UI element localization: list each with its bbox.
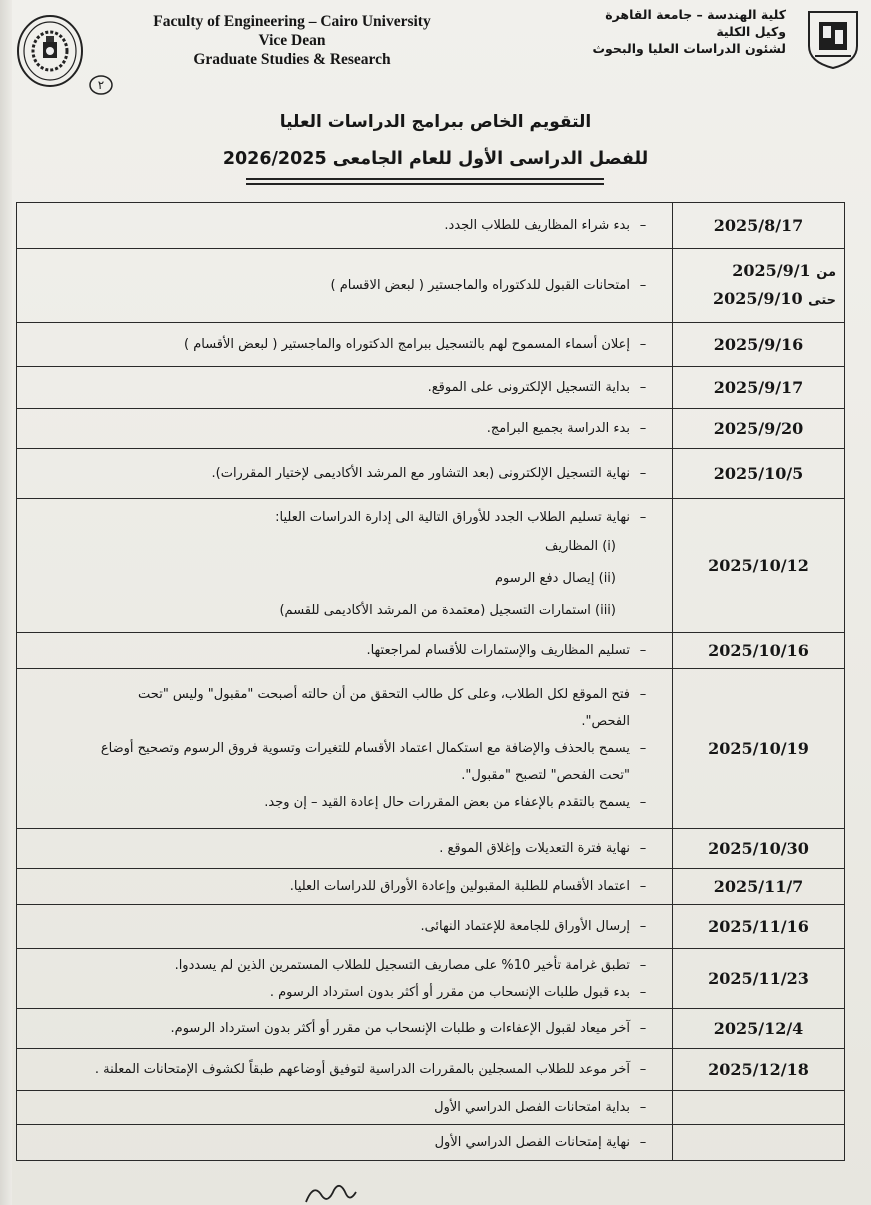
event-line — [27, 1056, 656, 1083]
table-row — [17, 633, 845, 669]
bullet-dash: – — [639, 421, 647, 436]
subtitle-underline — [246, 178, 604, 180]
faculty-of-engineering-logo-icon — [805, 6, 861, 70]
event-date-cell — [673, 633, 845, 669]
event-date: 2025/12/18 — [708, 1059, 809, 1079]
event-date-cell — [673, 203, 845, 249]
event-description-cell — [17, 1009, 673, 1049]
bullet-dash: – — [639, 1100, 647, 1115]
event-text: نهاية تسليم الطلاب الجدد للأوراق التالية الى إدارة الدراسات العليا: — [275, 510, 630, 525]
subtitle-underline-2 — [246, 183, 604, 185]
event-description-cell — [17, 1125, 673, 1161]
event-date-cell — [673, 949, 845, 1009]
event-sub-item: (iii) استمارات التسجيل (معتمدة من المرشد الأكاديمى للقسم) — [279, 603, 616, 618]
event-line — [27, 504, 656, 531]
event-text: نهاية إمتحانات الفصل الدراسي الأول — [434, 1135, 630, 1150]
event-line — [27, 708, 656, 735]
date-from-value: 2025/9/1 — [732, 260, 811, 280]
event-line — [27, 1129, 656, 1156]
bullet-dash: – — [639, 510, 647, 525]
event-line — [27, 1094, 656, 1121]
event-description-cell — [17, 1091, 673, 1125]
date-from-label: من — [816, 264, 836, 280]
event-line — [27, 681, 656, 708]
event-line — [27, 913, 656, 940]
event-text: الفحص". — [581, 714, 630, 729]
event-date: 2025/11/7 — [713, 876, 804, 896]
event-date-cell — [673, 1049, 845, 1091]
bullet-dash: – — [639, 1062, 647, 1077]
event-date-cell — [673, 829, 845, 869]
bullet-dash: – — [639, 337, 647, 352]
event-date: 2025/11/16 — [708, 916, 809, 936]
event-description-cell — [17, 499, 673, 633]
header-arabic-graduate-line: لشئون الدراسات العليا والبحوث — [592, 41, 786, 56]
table-row — [17, 1009, 845, 1049]
event-date: 2025/11/23 — [708, 968, 809, 988]
event-description-cell — [17, 449, 673, 499]
table-row — [17, 249, 845, 323]
bullet-dash: – — [639, 919, 647, 934]
event-sub-item: (i) المظاريف — [545, 539, 616, 554]
date-to — [673, 286, 844, 314]
header-faculty-line: Faculty of Engineering – Cairo University — [153, 13, 431, 30]
event-date: 2025/9/16 — [713, 334, 804, 354]
table-row — [17, 869, 845, 905]
page-edge-shadow — [0, 0, 12, 1205]
page-number: ٢ — [97, 78, 105, 92]
table-row — [17, 905, 845, 949]
bullet-dash: – — [639, 984, 647, 1000]
event-text: اعتماد الأقسام للطلبة المقبولين وإعادة الأوراق للدراسات العليا. — [289, 879, 630, 894]
event-line — [27, 735, 656, 762]
event-date-cell — [673, 669, 845, 829]
event-date-cell — [673, 409, 845, 449]
table-row — [17, 323, 845, 367]
bullet-dash: – — [639, 795, 647, 810]
event-line — [27, 637, 656, 664]
event-text: نهاية التسجيل الإلكترونى (بعد التشاور مع المرشد الأكاديمى لإختيار المقررات). — [211, 466, 630, 481]
event-date-cell — [673, 323, 845, 367]
date-from — [673, 258, 844, 286]
bullet-dash: – — [639, 380, 647, 395]
event-text: امتحانات القبول للدكتوراه والماجستير ( لبعض الاقسام ) — [330, 278, 630, 293]
table-row — [17, 409, 845, 449]
bullet-dash: – — [639, 278, 647, 293]
bullet-dash: – — [639, 957, 647, 973]
event-text: إرسال الأوراق للجامعة للإعتماد النهائى. — [420, 919, 630, 934]
event-text: نهاية فترة التعديلات وإغلاق الموقع . — [439, 841, 630, 856]
event-description-cell — [17, 203, 673, 249]
event-text: بداية التسجيل الإلكترونى على الموقع. — [427, 380, 630, 395]
event-date-cell — [673, 499, 845, 633]
event-description-cell — [17, 829, 673, 869]
event-date: 2025/12/4 — [713, 1018, 804, 1038]
table-row — [17, 1091, 845, 1125]
table-row — [17, 1049, 845, 1091]
header-arabic — [546, 6, 786, 57]
event-description-cell — [17, 1049, 673, 1091]
event-line — [27, 873, 656, 900]
bullet-dash: – — [639, 1135, 647, 1150]
event-text: يسمح بالحذف والإضافة مع استكمال اعتماد الأقسام للتغيرات وتسوية فروق الرسوم وتصحيح أوضاع — [100, 741, 630, 756]
event-text: بدء قبول طلبات الإنسحاب من مقرر أو أكثر بدون استرداد الرسوم . — [269, 984, 630, 1000]
event-line — [27, 272, 656, 299]
header-graduate-studies-line: Graduate Studies & Research — [193, 51, 391, 68]
event-line — [27, 979, 656, 1006]
table-row — [17, 669, 845, 829]
event-line — [27, 789, 656, 816]
document-subtitle: للفصل الدراسى الأول للعام الجامعى 2026/2025 — [222, 149, 649, 169]
event-text: بداية امتحانات الفصل الدراسي الأول — [434, 1100, 630, 1115]
event-date-cell — [673, 869, 845, 905]
page-number-mark — [88, 74, 114, 96]
event-description-cell — [17, 367, 673, 409]
calendar-table — [16, 202, 845, 1161]
table-row — [17, 203, 845, 249]
table-row — [17, 367, 845, 409]
bullet-dash: – — [639, 741, 647, 756]
event-date: 2025/9/20 — [713, 418, 804, 438]
event-date-cell — [673, 449, 845, 499]
event-date-cell — [673, 1009, 845, 1049]
event-date-cell — [673, 905, 845, 949]
event-date: 2025/10/12 — [708, 555, 809, 575]
event-line — [27, 212, 656, 239]
event-text: بدء شراء المظاريف للطلاب الجدد. — [444, 218, 630, 233]
event-date: 2025/10/30 — [708, 838, 809, 858]
event-description-cell — [17, 249, 673, 323]
event-text: آخر ميعاد لقبول الإعفاءات و طلبات الإنسحاب من مقرر أو أكثر بدون استرداد الرسوم. — [170, 1021, 630, 1036]
event-date-cell — [673, 1125, 845, 1161]
bullet-dash: – — [639, 466, 647, 481]
event-line — [27, 952, 656, 979]
event-line — [27, 762, 656, 789]
header-arabic-vice-dean-line: وكيل الكلية — [716, 24, 786, 39]
event-line — [27, 374, 656, 401]
cairo-university-seal-icon — [16, 14, 84, 88]
event-text: بدء الدراسة بجميع البرامج. — [486, 421, 630, 436]
event-sub-item: (ii) إيصال دفع الرسوم — [494, 571, 616, 586]
event-text: تسليم المظاريف والإستمارات للأقسام لمراجعتها. — [366, 643, 630, 658]
event-description-cell — [17, 323, 673, 367]
event-date: 2025/10/19 — [708, 738, 809, 758]
event-text: فتح الموقع لكل الطلاب، وعلى كل طالب التحقق من أن حالته أصبحت "مقبول" وليس "تحت — [138, 687, 630, 702]
event-text: "تحت الفحص" لتصبح "مقبول". — [461, 768, 630, 783]
event-line — [27, 1015, 656, 1042]
event-date-cell — [673, 249, 845, 323]
event-date: 2025/8/17 — [713, 215, 804, 235]
event-line — [27, 835, 656, 862]
header-english — [132, 12, 452, 69]
bullet-dash: – — [639, 879, 647, 894]
bullet-dash: – — [639, 218, 647, 233]
event-date: 2025/9/17 — [713, 377, 804, 397]
event-line — [27, 331, 656, 358]
bullet-dash: – — [639, 687, 647, 702]
event-description-cell — [17, 409, 673, 449]
event-date: 2025/10/5 — [713, 463, 804, 483]
event-description-cell — [17, 905, 673, 949]
event-description-cell — [17, 669, 673, 829]
table-row — [17, 829, 845, 869]
table-row — [17, 949, 845, 1009]
bullet-dash: – — [639, 643, 647, 658]
bullet-dash: – — [639, 841, 647, 856]
event-date-cell — [673, 1091, 845, 1125]
date-to-value: 2025/9/10 — [712, 288, 803, 308]
event-line — [27, 460, 656, 487]
event-date-cell — [673, 367, 845, 409]
signature-mark — [300, 1172, 360, 1205]
table-row — [17, 449, 845, 499]
event-date: 2025/10/16 — [708, 640, 809, 660]
event-description-cell — [17, 869, 673, 905]
header-vice-dean-line: Vice Dean — [258, 32, 326, 49]
bullet-dash: – — [639, 1021, 647, 1036]
table-row — [17, 499, 845, 633]
event-text: يسمح بالتقدم بالإعفاء من بعض المقررات حال إعادة القيد – إن وجد. — [264, 795, 630, 810]
event-text: إعلان أسماء المسموح لهم بالتسجيل ببرامج الدكتوراه والماجستير ( لبعض الأقسام ) — [183, 337, 630, 352]
event-description-cell — [17, 633, 673, 669]
event-text: تطبق غرامة تأخير 10% على مصاريف التسجيل للطلاب المستمرين الذين لم يسددوا. — [174, 957, 630, 973]
event-description-cell — [17, 949, 673, 1009]
header-arabic-faculty-line: كلية الهندسة – جامعة القاهرة — [605, 7, 786, 22]
event-line — [27, 415, 656, 442]
event-text: آخر موعد للطلاب المسجلين بالمقررات الدراسية لتوفيق أوضاعهم طبقاً لكشوف الإمتحانات المعلنة . — [94, 1062, 630, 1077]
table-row — [17, 1125, 845, 1161]
document-title: التقويم الخاص ببرامج الدراسات العليا — [279, 112, 592, 132]
date-to-label: حتى — [808, 292, 836, 308]
